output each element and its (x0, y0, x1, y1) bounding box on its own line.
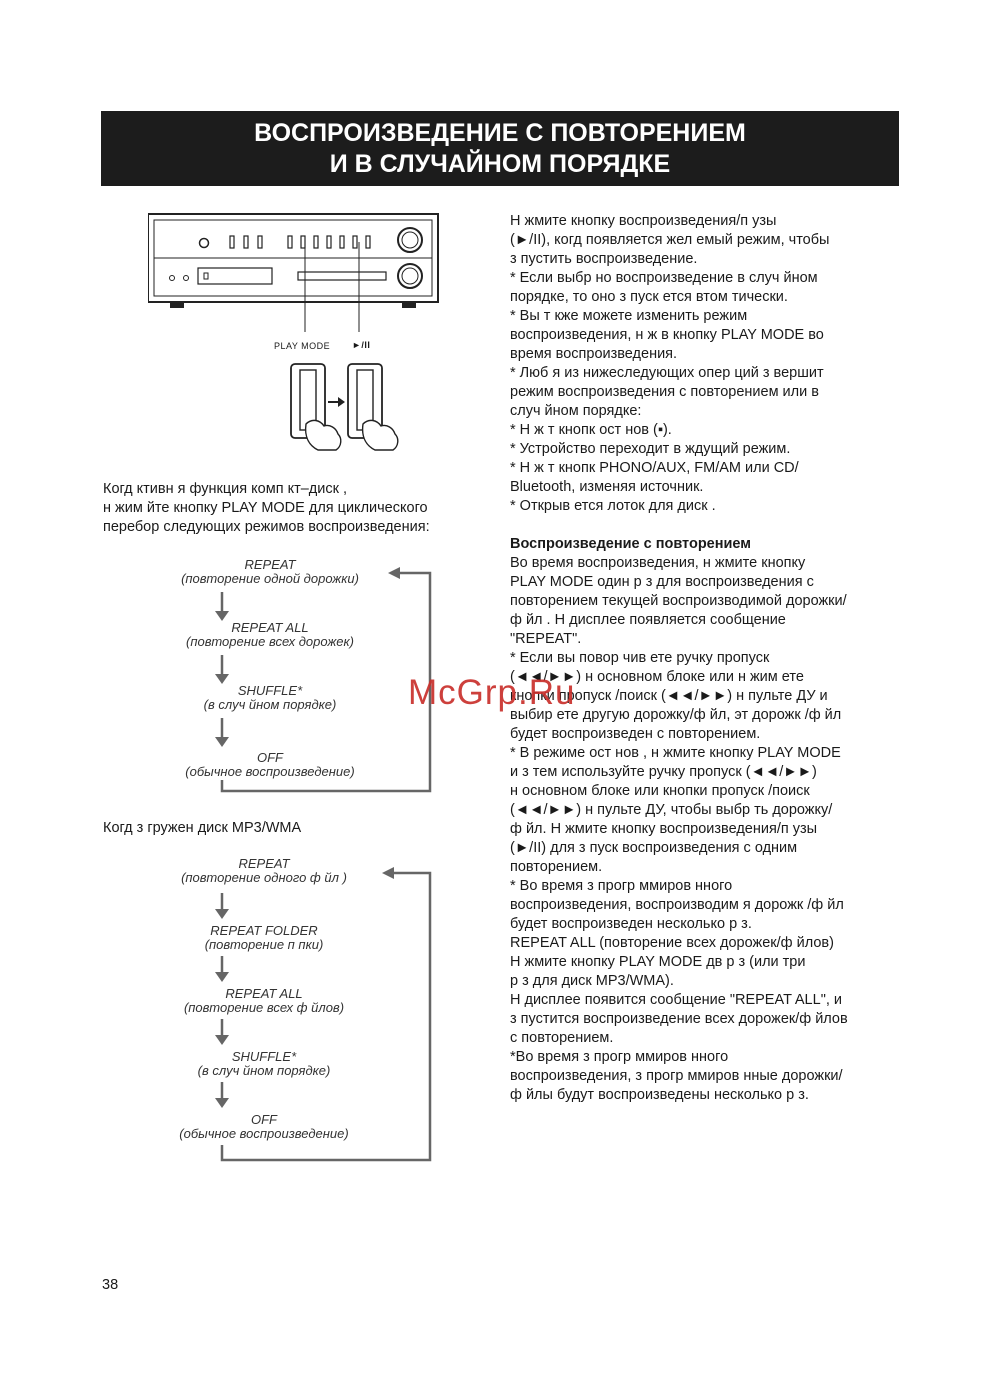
flow2-mode: REPEAT FOLDER (210, 923, 318, 938)
text-line: (◄◄/►►) н пульте ДУ, чтобы выбр ть дорожку/ (510, 802, 833, 818)
text-line: режим воспроизведения с повторением или в (510, 384, 819, 400)
flow1-desc: (повторение одной дорожки) (181, 571, 359, 586)
flow1-mode: SHUFFLE* (237, 683, 303, 698)
text-line: * Устройство переходит в ждущий режим. (510, 441, 791, 457)
flow2-desc: (повторение всех ф йлов) (183, 1000, 345, 1015)
device-illustration (148, 212, 448, 452)
flow2-step (150, 1113, 378, 1141)
right-block-1 (510, 212, 905, 516)
title-line-1: ВОСПРОИЗВЕДЕНИЕ С ПОВТОРЕНИЕМ (254, 118, 746, 147)
mp3-intro: Когд з гружен диск MP3/WMA (103, 820, 302, 836)
title-line-2: И В СЛУЧАЙНОМ ПОРЯДКЕ (329, 149, 671, 178)
text-line: з пустится воспроизведение всех дорожек/ф йлов (510, 1011, 848, 1027)
flow2-step (150, 924, 378, 952)
text-line: порядке, то оно з пуск ется втом тически. (510, 289, 788, 305)
flow2-mode: REPEAT ALL (225, 986, 303, 1001)
text-line: ф йл . Н дисплее появляется сообщение (510, 612, 786, 628)
play-pause-label: ►/II (352, 340, 371, 350)
text-line: случ йном порядке: (510, 403, 642, 419)
text-line: с повторением. (510, 1030, 614, 1046)
text-line: * В режиме ост нов , н жмите кнопку PLAY MODE (510, 745, 841, 761)
text-line: повторением. (510, 859, 603, 875)
flow1-step (170, 751, 370, 779)
play-mode-label: PLAY MODE (274, 341, 331, 351)
left-intro-line: перебор следующих режимов воспроизведения: (103, 519, 430, 535)
text-line: Н жмите кнопку PLAY MODE дв р з (или три (510, 954, 806, 970)
flow2-desc: (обычное воспроизведение) (179, 1126, 349, 1141)
flow2-step (150, 1050, 378, 1078)
text-line: * Открыв ется лоток для диск . (510, 498, 716, 514)
text-line: кнопки пропуск /поиск (◄◄/►►) н пульте ДУ и (510, 688, 828, 704)
text-line: воспроизведения, з прогр ммиров нные дорожки/ (510, 1068, 843, 1084)
text-line: повторением текущей воспроизводимой дорожки/ (510, 593, 847, 609)
text-line: Н жмите кнопку воспроизведения/п узы (510, 213, 777, 229)
text-line: Н дисплее появится сообщение "REPEAT ALL", и (510, 992, 842, 1008)
text-line: будет воспроизведен несколько р з. (510, 916, 752, 932)
watermark: McGrp.Ru (408, 673, 576, 712)
flow1-desc: (повторение всех дорожек) (186, 634, 354, 649)
page-number: 38 (102, 1277, 119, 1293)
flow2-mode: REPEAT (238, 856, 290, 871)
text-line: время воспроизведения. (510, 346, 678, 362)
text-line: PLAY MODE один р з для воспроизведения с (510, 574, 814, 590)
flow2-desc: (в случ йном порядке) (197, 1063, 331, 1078)
text-line: з пустить воспроизведение. (510, 251, 698, 267)
flow2-mode: OFF (251, 1112, 277, 1127)
text-line: будет воспроизведен с повторением. (510, 726, 761, 742)
text-line: (►/II) для з пуск воспроизведения с одним (510, 840, 798, 856)
text-line: воспроизведения, н ж в кнопку PLAY MODE во (510, 327, 824, 343)
text-line: * Если выбр но воспроизведение в случ йном (510, 270, 818, 286)
left-intro-line: н жим йте кнопку PLAY MODE для циклического (103, 500, 428, 516)
flow1-step (170, 621, 370, 649)
text-line: * Вы т кже можете изменить режим (510, 308, 748, 324)
text-line: н основном блоке или кнопки пропуск /поиск (510, 783, 810, 799)
flow1-step (170, 684, 370, 712)
text-line: "REPEAT". (510, 631, 582, 647)
flow2-mode: SHUFFLE* (231, 1049, 297, 1064)
text-line: ф йл. Н жмите кнопку воспроизведения/п узы (510, 821, 818, 837)
flow1-desc: (обычное воспроизведение) (185, 764, 355, 779)
text-line: * Люб я из нижеследующих опер ций з вершит (510, 365, 824, 381)
text-line: * Н ж т кнопк ост нов (▪). (510, 422, 672, 438)
left-intro (103, 480, 430, 537)
text-line: выбир ете другую дорожку/ф йл, эт дорожк /ф йл (510, 707, 842, 723)
flow2-step (150, 857, 378, 885)
text-line: * Н ж т кнопк PHONO/AUX, FM/AM или CD/ (510, 460, 799, 476)
left-intro-line: Когд ктивн я функция комп кт–диск , (103, 481, 348, 497)
text-line: р з для диск MP3/WMA). (510, 973, 674, 989)
text-line: ф йлы будут воспроизведены несколько р з. (510, 1087, 809, 1103)
right-block-2 (510, 554, 905, 1105)
flow1-mode: OFF (257, 750, 283, 765)
flow2-desc: (повторение п пки) (204, 937, 324, 952)
text-line: и з тем используйте ручку пропуск (◄◄/►►) (510, 764, 817, 780)
text-line: Bluetooth, изменяя источник. (510, 479, 704, 495)
page-title (101, 111, 899, 186)
text-line: воспроизведения, воспроизводим я дорожк /ф йл (510, 897, 844, 913)
text-line: * Во время з прогр ммиров нного (510, 878, 733, 894)
text-line: * Если вы повор чив ете ручку пропуск (510, 650, 770, 666)
flow1-desc: (в случ йном порядке) (203, 697, 337, 712)
text-line: *Во время з прогр ммиров нного (510, 1049, 729, 1065)
text-line: REPEAT ALL (повторение всех дорожек/ф йлов) (510, 935, 834, 951)
flow1-step (170, 558, 370, 586)
flow1-mode: REPEAT ALL (231, 620, 309, 635)
flow2-desc: (повторение одного ф йл ) (181, 870, 347, 885)
right-column (510, 212, 905, 1105)
text-line: (◄◄/►►) н основном блоке или н жим ете (510, 669, 804, 685)
text-line: (►/II), когд появляется жел емый режим, чтобы (510, 232, 830, 248)
section-title: Воспроизведение с повторением (510, 536, 752, 552)
flow1-mode: REPEAT (244, 557, 296, 572)
flow2-step (150, 987, 378, 1015)
text-line: Во время воспроизведения, н жмите кнопку (510, 555, 806, 571)
